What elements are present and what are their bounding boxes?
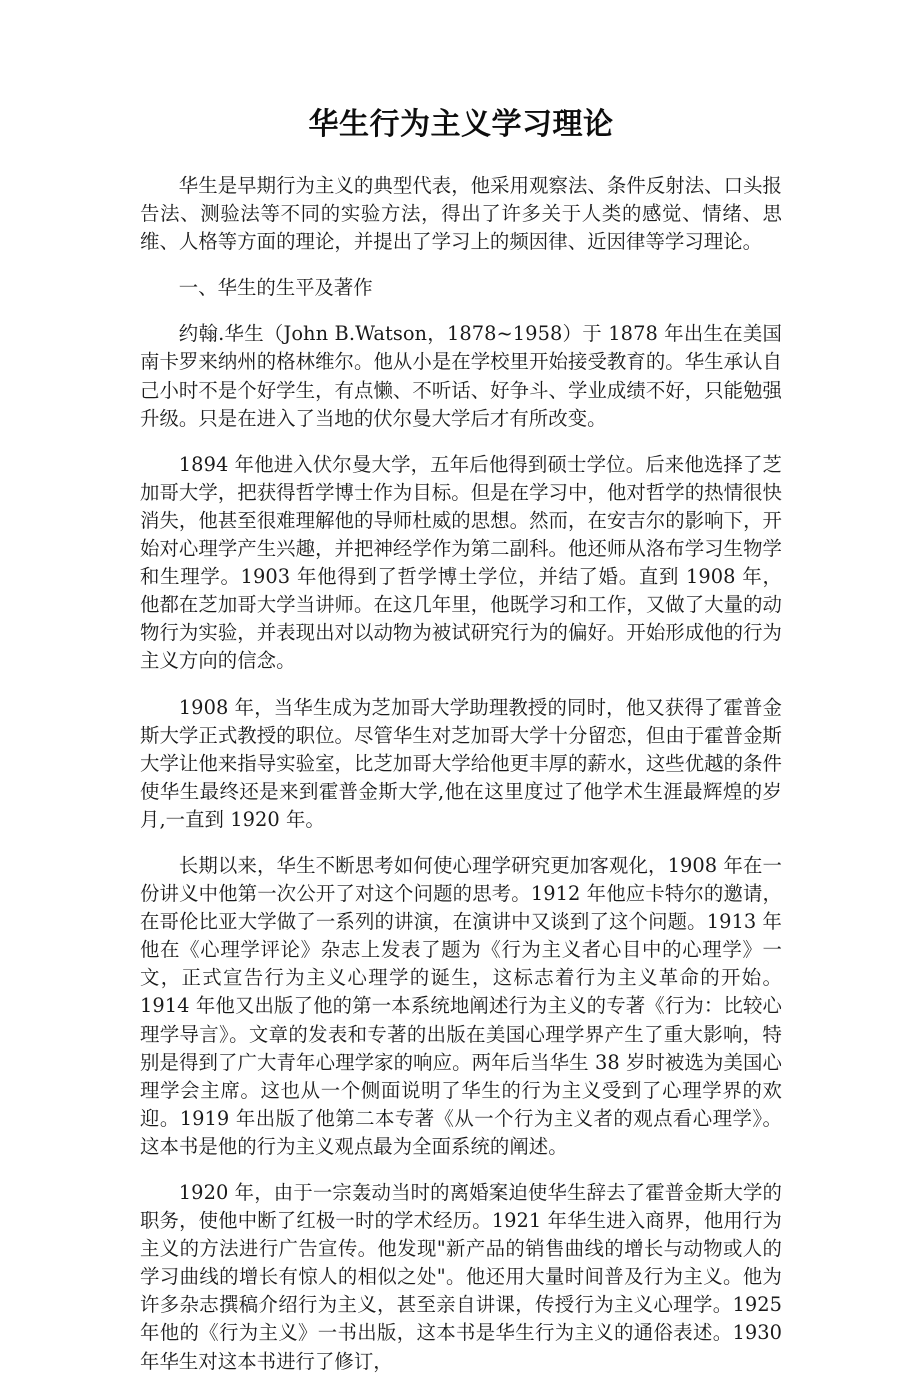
biography-paragraph-2: 1894 年他进入伏尔曼大学，五年后他得到硕士学位。后来他选择了芝加哥大学，把获得哲学博士作为目标。但是在学习中，他对哲学的热情很快消失，他甚至很难理解他的导师杜威的思想。然而，在安吉尔的影响下，开始对心理学产生兴趣，并把神经学作为第二副科。他还师从洛布学习生物学和生理学。1903 年他得到了哲学博土学位，并结了婚。直到 1908 年，他都在芝加哥大学当讲师。在这几年里，他既学习和工作，又做了大量的动物行为实验，并表现出对以动物为被试研究行为的偏好。开始形成他的行为主义方向的信念。 [140,452,782,673]
document-content-column [140,0,782,1376]
paragraph-spacer [140,1161,782,1179]
paragraph-spacer [140,256,782,274]
section-heading-1: 一、华生的生平及著作 [178,276,373,300]
biography-paragraph-3: 1908 年，当华生成为芝加哥大学助理教授的同时，他又获得了霍普金斯大学正式教授的职位。尽管华生对芝加哥大学十分留恋，但由于霍普金斯大学让他来指导实验室，比芝加哥大学给他更丰厚的薪水，这些优越的条件使华生最终还是来到霍普金斯大学,他在这里度过了他学术生涯最辉煌的岁月,一直到 1920 年。 [140,695,782,831]
paragraph-spacer [140,834,782,852]
title-spacer [140,144,782,172]
biography-paragraph-4: 长期以来，华生不断思考如何使心理学研究更加客观化，1908 年在一份讲义中他第一次公开了对这个问题的思考。1912 年他应卡特尔的邀请，在哥伦比亚大学做了一系列的讲演，在演讲中又谈到了这个问题。1913 年他在《心理学评论》杂志上发表了题为《行为主义者心目中的心理学》一文，正式宣告行为主义心理学的诞生，这标志着行为主义革命的开始。1914 年他又出版了他的第一本系统地阐述行为主义的专著《行为：比较心理学导言》。文章的发表和专著的出版在美国心理学界产生了重大影响，特别是得到了广大青年心理学家的响应。两年后当华生 38 岁时被选为美国心理学会主席。这也从一个侧面说明了华生的行为主义受到了心理学界的欢迎。1919 年出版了他第二本专著《从一个行为主义者的观点看心理学》。这本书是他的行为主义观点最为全面系统的阐述。 [140,853,782,1158]
intro-paragraph: 华生是早期行为主义的典型代表，他采用观察法、条件反射法、口头报告法、测验法等不同的实验方法，得出了许多关于人类的感觉、情绪、思维、人格等方面的理论，并提出了学习上的频因律、近因律等学习理论。 [140,174,782,254]
paragraph-spacer [140,433,782,451]
page-title: 华生行为主义学习理论 [308,107,614,142]
biography-paragraph-1: 约翰.华生（John B.Watson，1878~1958）于 1878 年出生在美国南卡罗来纳州的格林维尔。他从小是在学校里开始接受教育的。华生承认自己小时不是个好学生，有点懒、不听话、好争斗、学业成绩不好，只能勉强升级。只是在进入了当地的伏尔曼大学后才有所改变。 [140,322,782,430]
biography-paragraph-5: 1920 年，由于一宗轰动当时的离婚案迫使华生辞去了霍普金斯大学的职务，使他中断了红极一时的学术经历。1921 年华生进入商界，他用行为主义的方法进行广告宣传。他发现"新产品的销售曲线的增长与动物或人的学习曲线的增长有惊人的相似之处"。他还用大量时间普及行为主义。他为许多杂志撰稿介绍行为主义，甚至亲自讲课，传授行为主义心理学。1925 年他的《行为主义》一书出版，这本书是华生行为主义的通俗表述。1930 年华生对这本书进行了修订， [140,1181,782,1373]
paragraph-spacer [140,302,782,320]
paragraph-spacer [140,676,782,694]
